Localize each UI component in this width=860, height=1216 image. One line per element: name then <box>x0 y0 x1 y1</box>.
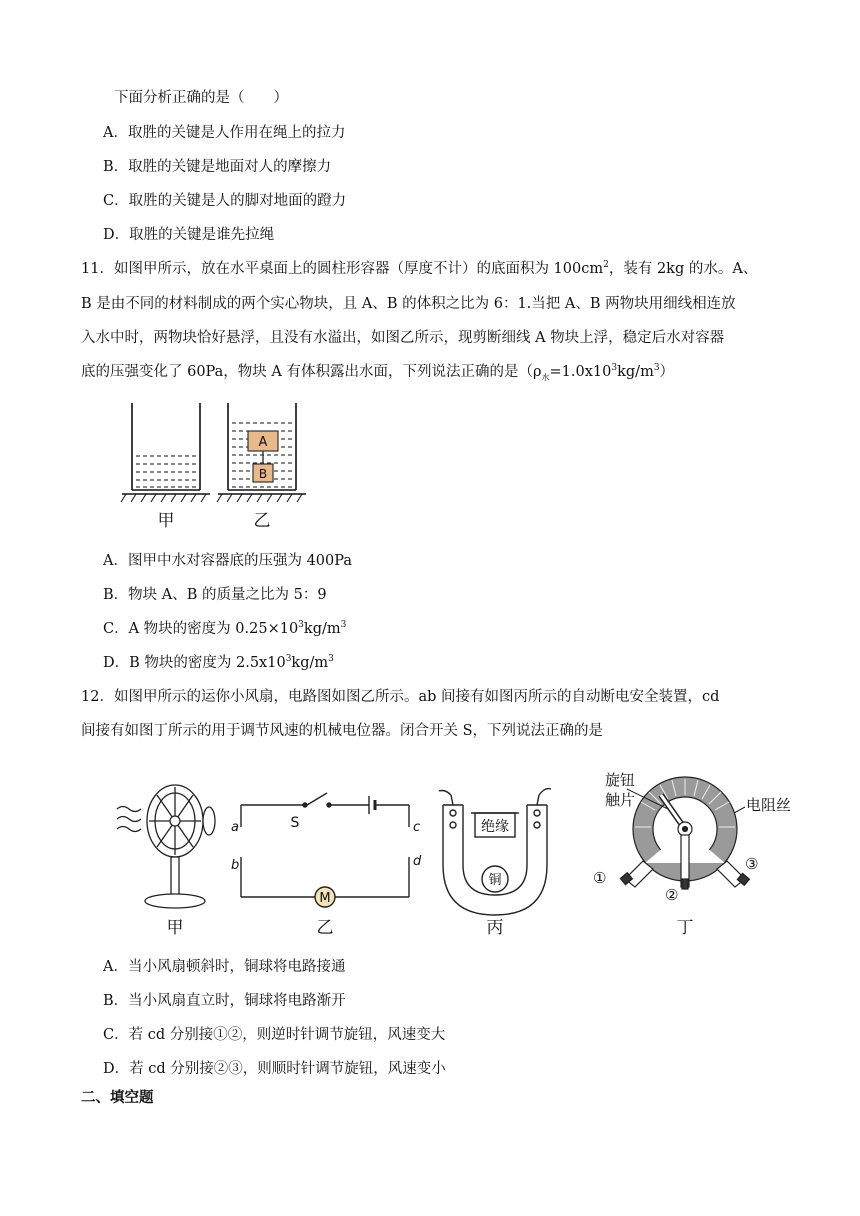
label-yi: 乙 <box>253 511 271 531</box>
terminal-2: ② <box>665 886 679 904</box>
container-jia <box>121 403 210 502</box>
container-yi <box>217 403 306 502</box>
q11-stem-line1: 11．如图甲所示，放在水平桌面上的圆柱形容器（厚度不计）的底面积为 $100cm^2$，装有 2kg 的水。A、 <box>81 260 758 277</box>
node-b: b <box>231 858 240 873</box>
copper-ball-label: 铜 <box>488 873 502 888</box>
q10-option-c: C．取胜的关键是人的脚对地面的蹬力 <box>103 193 347 209</box>
q11-option-d: D．B 物块的密度为 $2.5x10^3kg/m^3$ <box>103 654 334 671</box>
q11-stem-line3: 入水中时，两物块恰好悬浮，且没有水溢出，如图乙所示，现剪断细线 A 物块上浮，稳定后水对容器 <box>81 330 725 346</box>
q12-option-a: A．当小风扇顿斜时，铜球将电路接通 <box>103 959 346 975</box>
q10-option-b: B．取胜的关键是地面对人的摩擦力 <box>103 159 332 175</box>
label-fan-jia: 甲 <box>166 918 184 938</box>
node-a: a <box>231 820 239 835</box>
q12-option-d: D．若 cd 分别接②③，则顺时针调节旋钮，风速变小 <box>103 1061 446 1077</box>
resistance-wire-label: 电阻丝 <box>746 796 792 814</box>
safety-device <box>439 789 551 915</box>
q10-option-a: A．取胜的关键是人作用在绳上的拉力 <box>103 125 346 141</box>
block-b-label: B <box>258 467 268 481</box>
label-device-bing: 丙 <box>486 918 504 938</box>
knob-label-1: 旋钮 <box>605 771 636 789</box>
section-heading: 二、填空题 <box>81 1090 154 1106</box>
q10-option-d: D．取胜的关键是谁先拉绳 <box>103 227 275 243</box>
q12-stem-line2: 间接有如图丁所示的用于调节风速的机械电位器。闭合开关 S，下列说法正确的是 <box>81 723 604 739</box>
q12-stem-line1: 12．如图甲所示的运你小风扇，电路图如图乙所示。ab 间接有如图丙所示的自动断电安全装置，cd <box>81 689 720 705</box>
q12-option-c: C．若 cd 分别接①②，则逆时针调节旋钮，风速变大 <box>103 1027 446 1043</box>
circuit-diagram <box>241 793 409 897</box>
q11-option-b: B．物块 A、B 的质量之比为 5：9 <box>103 587 327 603</box>
label-circuit-yi: 乙 <box>316 918 334 938</box>
label-pot-ding: 丁 <box>676 918 694 938</box>
q11-option-c: C．A 物块的密度为 $0.25\times 10^3kg/m^3$ <box>103 620 347 637</box>
fan-illustration <box>117 785 215 908</box>
knob-label-2: 触片 <box>605 791 636 809</box>
q12-option-b: B．当小风扇直立时，铜球将电路渐开 <box>103 993 346 1009</box>
q11-stem-line4: 底的压强变化了 60Pa，物块 A 有体积露出水面，下列说法正确的是$(\rho_水=1.0x10^3kg/m^3)$ <box>81 363 675 382</box>
q11-figure-containers <box>118 398 318 533</box>
block-a-label: A <box>258 435 268 450</box>
node-d: d <box>413 854 422 869</box>
motor-label: M <box>319 891 331 906</box>
insulation-label: 绝缘 <box>481 819 509 835</box>
node-c: c <box>413 820 421 835</box>
switch-label: S <box>290 815 300 831</box>
label-jia: 甲 <box>157 511 175 531</box>
q12-figure <box>105 765 805 940</box>
potentiometer <box>620 777 749 889</box>
q11-option-a: A．图甲中水对容器底的压强为 400Pa <box>103 553 353 569</box>
terminal-3: ③ <box>745 855 759 873</box>
q11-stem-line2: B 是由不同的材料制成的两个实心物块，且 A、B 的体积之比为 6：1.当把 A、B 两物块用细线相连放 <box>81 296 736 312</box>
q10-stem: 下面分析正确的是（ ） <box>114 90 288 106</box>
terminal-1: ① <box>593 869 607 887</box>
